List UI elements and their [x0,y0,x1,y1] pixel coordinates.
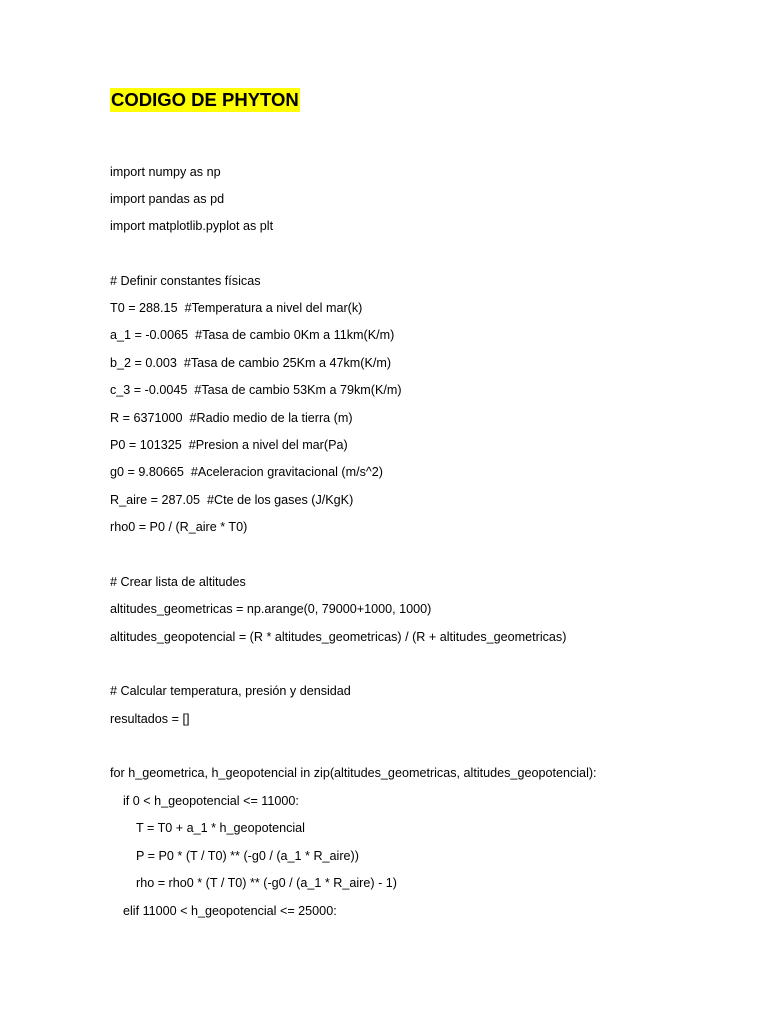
code-line: P = P0 * (T / T0) ** (-g0 / (a_1 * R_aire)) [136,849,359,863]
code-line: T = T0 + a_1 * h_geopotencial [136,821,305,835]
code-line: P0 = 101325 #Presion a nivel del mar(Pa) [110,438,348,452]
code-line: rho = rho0 * (T / T0) ** (-g0 / (a_1 * R_aire) - 1) [136,876,397,890]
code-line: import pandas as pd [110,192,225,206]
code-line: elif 11000 < h_geopotencial <= 25000: [123,904,337,918]
code-line: R_aire = 287.05 #Cte de los gases (J/KgK) [110,493,354,507]
code-comment: # Definir constantes físicas [110,274,261,288]
code-line: resultados = [] [110,712,190,726]
code-line: import matplotlib.pyplot as plt [110,219,274,233]
code-line: g0 = 9.80665 #Aceleracion gravitacional (m/s^2) [110,465,383,479]
code-line: a_1 = -0.0065 #Tasa de cambio 0Km a 11km(K/m) [110,328,395,342]
code-line: for h_geometrica, h_geopotencial in zip(altitudes_geometricas, altitudes_geopotencial): [110,766,597,780]
code-line: altitudes_geopotencial = (R * altitudes_geometricas) / (R + altitudes_geometricas) [110,630,567,644]
code-line: b_2 = 0.003 #Tasa de cambio 25Km a 47km(K/m) [110,356,392,370]
code-line: import numpy as np [110,165,221,179]
code-line: altitudes_geometricas = np.arange(0, 79000+1000, 1000) [110,602,432,616]
code-line: if 0 < h_geopotencial <= 11000: [123,794,299,808]
code-comment: # Crear lista de altitudes [110,575,246,589]
code-line: T0 = 288.15 #Temperatura a nivel del mar(k) [110,301,363,315]
code-comment: # Calcular temperatura, presión y densidad [110,684,351,698]
code-line: c_3 = -0.0045 #Tasa de cambio 53Km a 79km(K/m) [110,383,402,397]
document-title: CODIGO DE PHYTON [111,89,299,110]
code-line: R = 6371000 #Radio medio de la tierra (m) [110,411,353,425]
code-line: rho0 = P0 / (R_aire * T0) [110,520,248,534]
